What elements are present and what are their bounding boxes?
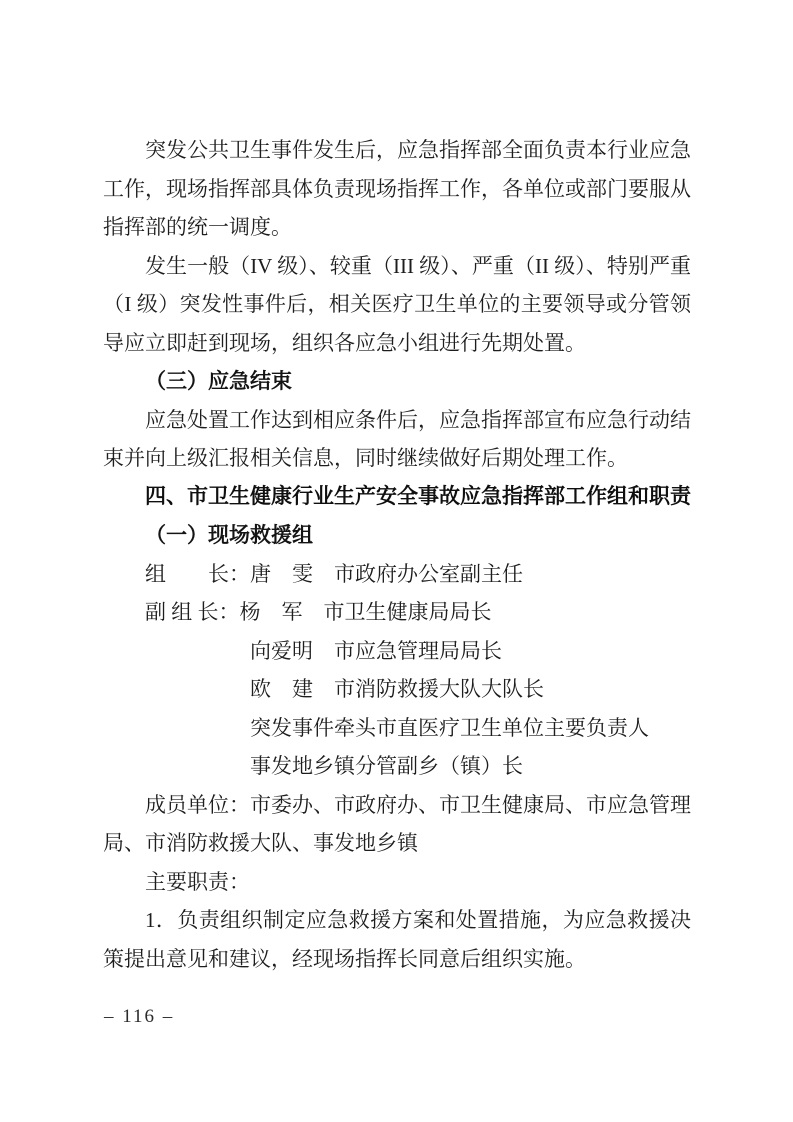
page-number: – 116 – xyxy=(104,1006,175,1027)
paragraph-command-line: 指挥部的统一调度。 xyxy=(103,215,292,239)
paragraph-levels-line: 发生一般（IV 级）、较重（III 级）、严重（II 级）、特别严重 xyxy=(145,253,691,278)
paragraph-end-line: 应急处置工作达到相应条件后，应急指挥部宣布应急行动结 xyxy=(145,407,691,432)
paragraph-levels-line: （I 级）突发性事件后，相关医疗卫生单位的主要领导或分管领 xyxy=(103,292,691,316)
roster-deputy-line: 副 组 长：杨 军 市卫生健康局局长 xyxy=(145,600,492,624)
roster-leader-line: 组 长：唐 雯 市政府办公室副主任 xyxy=(145,561,523,586)
paragraph-members-line: 局、市消防救援大队、事发地乡镇 xyxy=(103,831,418,855)
roster-deputy-line: 欧 建 市消防救援大队大队长 xyxy=(250,677,544,701)
heading-rescue-group: （一）现场救援组 xyxy=(145,523,313,547)
heading-workgroups: 四、市卫生健康行业生产安全事故应急指挥部工作组和职责 xyxy=(145,484,691,508)
paragraph-command-line: 突发公共卫生事件发生后，应急指挥部全面负责本行业应急 xyxy=(145,138,691,162)
roster-deputy-line: 突发事件牵头市直医疗卫生单位主要负责人 xyxy=(250,715,649,740)
paragraph-members-line: 成员单位：市委办、市政府办、市卫生健康局、市应急管理 xyxy=(145,792,691,817)
paragraph-command-line: 工作，现场指挥部具体负责现场指挥工作，各单位或部门要服从 xyxy=(103,176,691,201)
paragraph-levels-line: 导应立即赶到现场，组织各应急小组进行先期处置。 xyxy=(103,330,586,355)
roster-deputy-line: 向爱明 市应急管理局局长 xyxy=(250,638,502,663)
document-body xyxy=(103,131,691,978)
duties-label: 主要职责： xyxy=(145,869,250,894)
heading-emergency-end: （三）应急结束 xyxy=(145,369,292,393)
paragraph-duty-line: 1．负责组织制定应急救援方案和处置措施，为应急救援决 xyxy=(145,908,691,932)
paragraph-duty-line: 策提出意见和建议，经现场指挥长同意后组织实施。 xyxy=(103,946,586,971)
roster-deputy-line: 事发地乡镇分管副乡（镇）长 xyxy=(250,754,523,778)
paragraph-end-line: 束并向上级汇报相关信息，同时继续做好后期处理工作。 xyxy=(103,446,628,470)
